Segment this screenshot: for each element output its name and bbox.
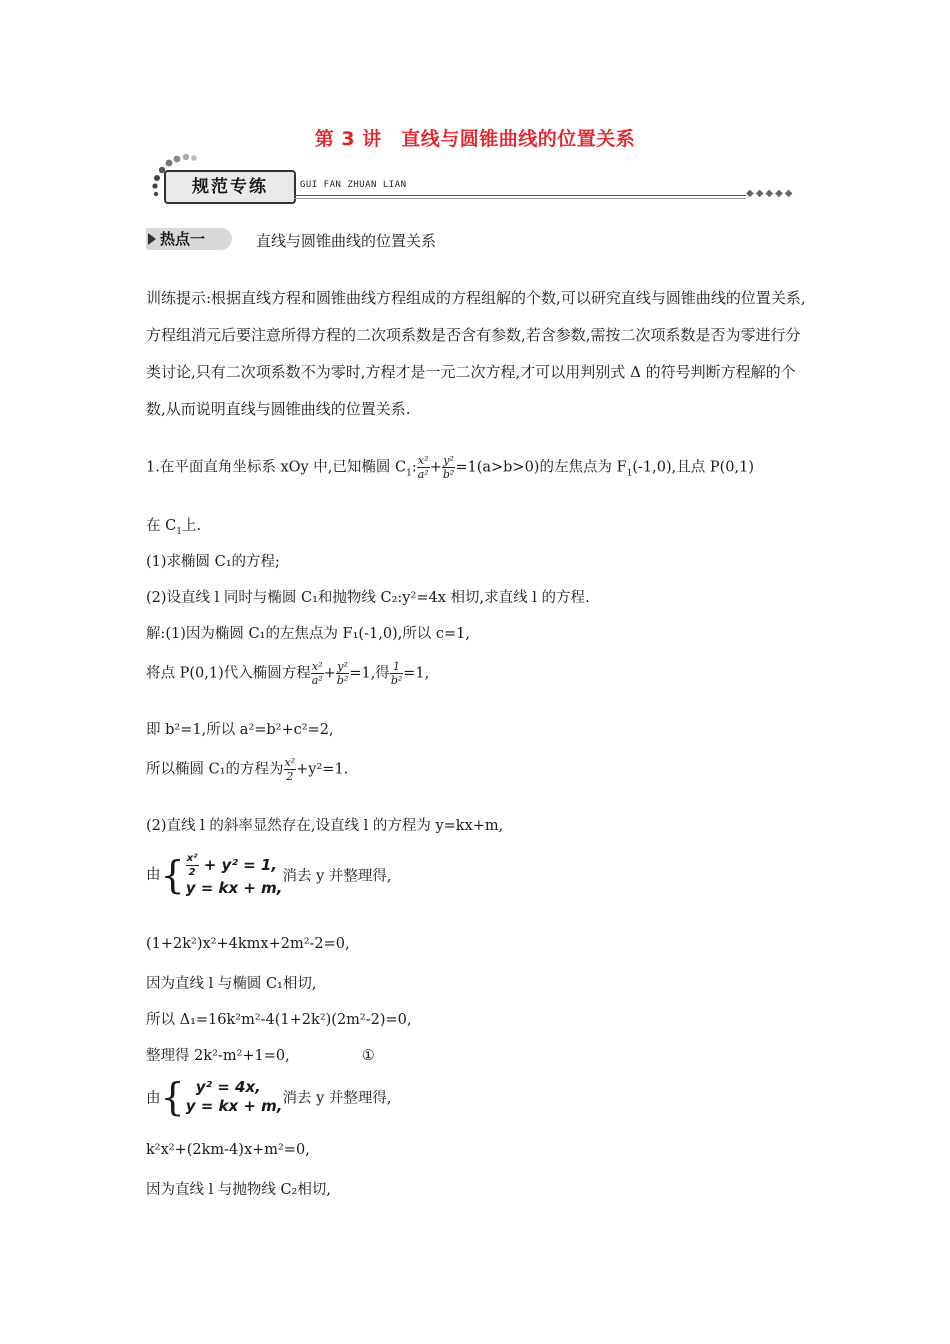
triangle-icon (148, 233, 156, 245)
banner-subtitle: GUI FAN ZHUAN LIAN (300, 180, 407, 190)
problem-intro: 1.在平面直角坐标系 xOy 中,已知椭圆 $C_1$: $\frac{\text{x²}}{\text{a²}}$ + $\frac{\text{y²}}{\text{b²}}$ =1(a>b>0)的左焦点为 $F_1(-1,0)$,且点 P(0,1) (146, 454, 754, 481)
solution-line-7: (1+2k²)x²+4kmx+2m²-2=0, (146, 936, 350, 952)
question-1: (1)求椭圆 C₁的方程; (146, 554, 280, 570)
solution-line-12: k²x²+(2km-4)x+m²=0, (146, 1142, 310, 1158)
section-banner (142, 150, 810, 206)
solution-line-9: 所以 Δ₁=16k²m²-4(1+2k²)(2m²-2)=0, (146, 1012, 412, 1028)
solution-line-5: (2)直线 l 的斜率显然存在,设直线 l 的方程为 y=kx+m, (146, 818, 504, 834)
fraction: $\frac{1}{\text{b²}}$ (390, 660, 403, 687)
banner-rule (294, 195, 746, 196)
fraction: $\frac{\text{x²}}{\text{a²}}$ (311, 660, 323, 687)
solution-line-8: 因为直线 l 与椭圆 C₁相切, (146, 976, 317, 992)
page-title: 第 3 讲 直线与圆锥曲线的位置关系 (314, 128, 636, 150)
problem-intro-cont: 在 $C_1$上. (146, 518, 202, 537)
solution-line-10: 整理得 2k²-m²+1=0, ① (146, 1048, 375, 1064)
fraction: $\frac{\text{x²}}{\text{a²}}$ (417, 454, 429, 481)
training-hint: 训练提示:根据直线方程和圆锥曲线方程组成的方程组解的个数,可以研究直线与圆锥曲线的位置关系,方程组消元后要注意所得方程的二次项系数是否含有参数,若含参数,需按二次项系数是否为零进行分类讨论,只有二次项系数不为零时,方程才是一元二次方程,才可以用判别式 Δ 的符号判断方程解的个数,从而说明直线与圆锥曲线的位置关系. (146, 289, 806, 418)
equation-system-2: 由{ y² = 4x, y = kx + m, 消去 y 并整理得, (146, 1075, 392, 1119)
question-2: (2)设直线 l 同时与椭圆 C₁和抛物线 C₂:y²=4x 相切,求直线 l 的方程. (146, 590, 590, 606)
hotspot-title: 直线与圆锥曲线的位置关系 (256, 232, 437, 250)
hotspot-badge: 热点一 (146, 228, 232, 250)
solution-line-3: 即 b²=1,所以 a²=b²+c²=2, (146, 722, 334, 738)
solution-line-13: 因为直线 l 与抛物线 C₂相切, (146, 1182, 331, 1198)
banner-label: 规范专练 (164, 170, 296, 204)
solution-line-2: 将点 P(0,1)代入椭圆方程 $\frac{\text{x²}}{\text{a²}}$ + $\frac{\text{y²}}{\text{b²}}$ =1,得 $\frac{1}{\text{b²}}$ =1, (146, 660, 430, 687)
banner-rule-thin (294, 198, 746, 199)
equation-marker: ① (361, 1048, 375, 1064)
equation-system-1: 由{ $\frac{\text{x²}}{2}$ + y² = 1, y = kx + m, 消去 y 并整理得, (146, 853, 392, 897)
fraction: $\frac{\text{y²}}{\text{b²}}$ (336, 660, 349, 687)
solution-line-4: 所以椭圆 C₁的方程为 $\frac{\text{x²}}{2}$ +y²=1. (146, 756, 349, 783)
fraction: $\frac{\text{x²}}{2}$ (284, 756, 296, 783)
solution-line-1: 解:(1)因为椭圆 C₁的左焦点为 F₁(-1,0),所以 c=1, (146, 626, 471, 642)
fraction: $\frac{\text{y²}}{\text{b²}}$ (442, 454, 455, 481)
diamond-ornament-icon: ◆◆◆◆◆ (746, 188, 795, 199)
